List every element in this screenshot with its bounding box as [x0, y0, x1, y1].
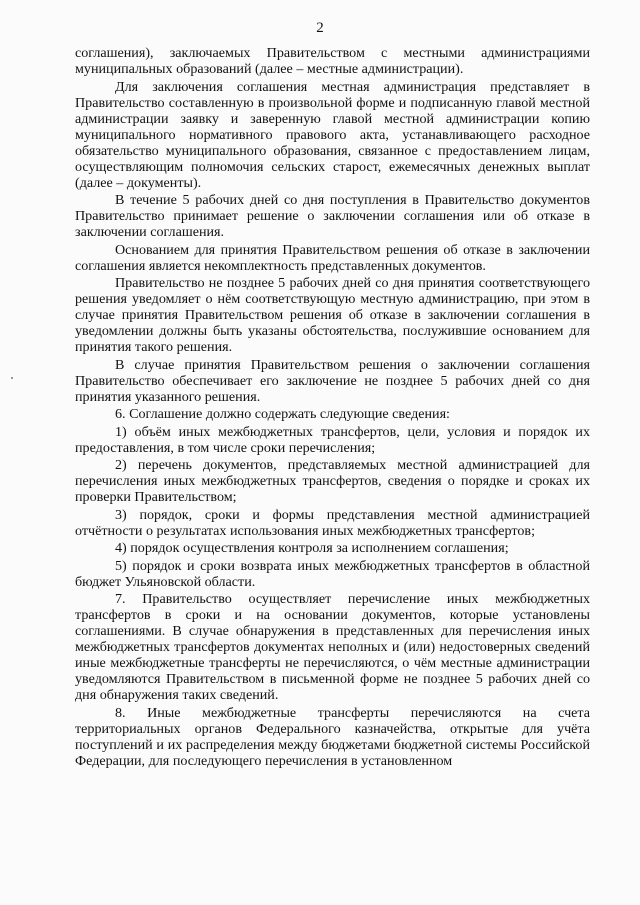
- list-item-2: 2) перечень документов, представляемых местной администрацией для перечисления иных межбюджетных трансфертов, сведения о порядке и сроках их проверки Правительством;: [75, 457, 590, 505]
- paragraph-decision-deadline: В течение 5 рабочих дней со дня поступления в Правительство документов Правительство принимает решение о заключении соглашения или об отказе в заключении соглашения.: [75, 192, 590, 240]
- paragraph-notification: Правительство не позднее 5 рабочих дней со дня принятия соответствующего решения уведомляет о нём соответствующую местную администрацию, при этом в случае принятия Правительством решения об отказе в заключении соглашения в уведомлении должны быть указаны обстоятельства, послужившие основанием для принятия такого решения.: [75, 275, 590, 355]
- list-item-4: 4) порядок осуществления контроля за исполнением соглашения;: [115, 540, 509, 556]
- list-item-5: 5) порядок и сроки возврата иных межбюджетных трансфертов в областной бюджет Ульяновской области.: [75, 557, 590, 590]
- paragraph-section-7: 7. Правительство осуществляет перечисление иных межбюджетных трансфертов в сроки и на основании документов, которые установлены соглашениями. В случае обнаружения в представленных для перечисления иных межбюджетных трансфертов документах неполных и (или) недостоверных сведений иные межбюджетные трансферты не перечисляются, о чём местные администрации уведомляются Правительством в письменной форме не позднее 5 рабочих дней со дня обнаружения таких сведений.: [75, 591, 590, 703]
- list-item-3: 3) порядок, сроки и формы представления местной администрацией отчётности о результатах использования иных межбюджетных трансфертов;: [75, 506, 590, 539]
- paragraph-section-8: 8. Иные межбюджетные трансферты перечисляются на счета территориальных органов Федерального казначейства, открытые для учёта поступлений и их распределения между бюджетами бюджетной системы Российской Федерации, для последующего перечисления в установленном: [75, 704, 590, 769]
- document-body: [75, 45, 590, 770]
- scan-speck: [11, 377, 13, 379]
- paragraph-refusal-grounds: Основанием для принятия Правительством решения об отказе в заключении соглашения является некомплектность представленных документов.: [75, 241, 590, 274]
- paragraph-section-6-heading: 6. Соглашение должно содержать следующие сведения:: [115, 406, 450, 422]
- paragraph-agreement-conclusion: В случае принятия Правительством решения о заключении соглашения Правительство обеспечивает его заключение не позднее 5 рабочих дней со дня принятия указанного решения.: [75, 356, 590, 405]
- paragraph-continuation: соглашения), заключаемых Правительством с местными администрациями муниципальных образований (далее – местные администрации).: [75, 45, 590, 77]
- list-item-1: 1) объём иных межбюджетных трансфертов, цели, условия и порядок их предоставления, в том числе сроки перечисления;: [75, 423, 590, 456]
- page-number: 2: [316, 20, 324, 36]
- paragraph-application-procedure: Для заключения соглашения местная администрация представляет в Правительство составленную в произвольной форме и подписанную главой местной администрации заявку и заверенную главой местной администрации копию муниципального нормативного правового акта, устанавливающего расходное обязательство муниципального образования, связанное с предоставлением лицам, осуществляющим полномочия сельских старост, ежемесячных денежных выплат (далее – документы).: [75, 78, 590, 191]
